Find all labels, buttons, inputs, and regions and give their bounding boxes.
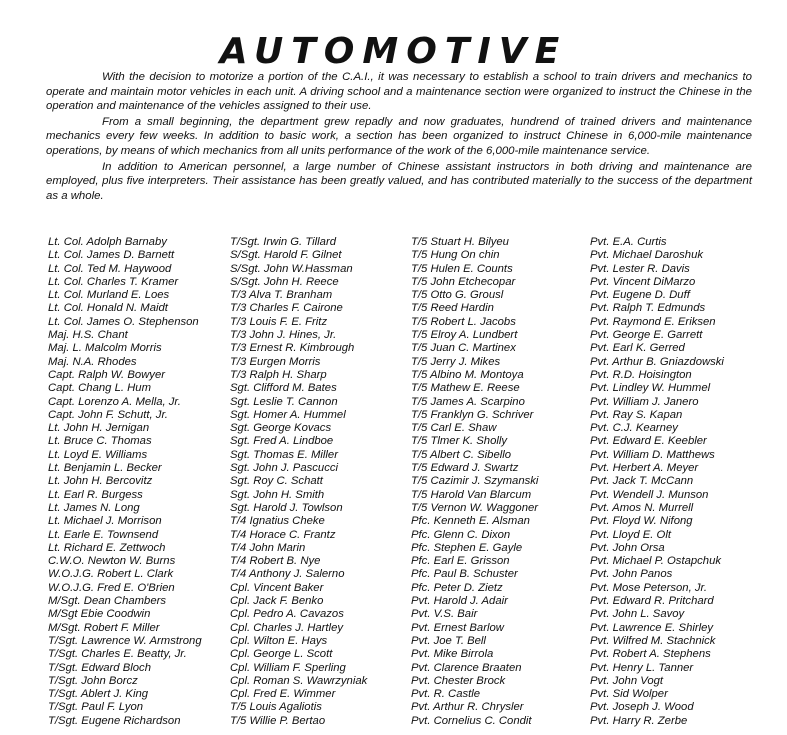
roster-entry: Pvt. Lester R. Davis [590, 262, 690, 275]
roster-entry: Pvt. Earl K. Gerred [590, 342, 685, 355]
roster-column [230, 236, 367, 728]
roster-entry: T/5 Cazimir J. Szymanski [411, 475, 539, 488]
roster-entry: T/5 Reed Hardin [411, 302, 494, 315]
roster-entry: T/5 Hung On chin [411, 249, 500, 262]
roster-entry: Pfc. Stephen E. Gayle [411, 541, 523, 554]
roster-entry: Pvt. Michael Daroshuk [590, 249, 704, 262]
roster-entry: Cpl. Charles J. Hartley [230, 621, 344, 634]
roster-entry: T/3 Charles F. Cairone [230, 302, 343, 315]
roster-entry: T/5 Willie P. Bertao [230, 714, 326, 727]
roster-entry: T/5 Robert L. Jacobs [411, 315, 516, 328]
roster-entry: T/Sgt. Charles E. Beatty, Jr. [48, 648, 187, 661]
roster-entry: Pvt. Lawrence E. Shirley [590, 621, 714, 634]
roster-entry: Lt. Michael J. Morrison [48, 515, 162, 528]
roster-entry: T/5 Jerry J. Mikes [411, 355, 501, 368]
roster-entry: Lt. Bruce C. Thomas [48, 435, 152, 448]
roster-entry: Pvt. Joe T. Bell [411, 634, 486, 647]
roster-entry: Pvt. Amos N. Murrell [590, 501, 694, 514]
roster-entry: Lt. John H. Bercovitz [48, 475, 153, 488]
roster-entry: Capt. Chang L. Hum [48, 382, 151, 395]
intro-text [46, 70, 752, 204]
roster-entry: Pvt. Ray S. Kapan [590, 408, 683, 421]
roster-entry: Sgt. Harold J. Towlson [230, 501, 343, 514]
roster-entry: Lt. James N. Long [48, 501, 140, 514]
roster-entry: Lt. Col. Murland E. Loes [48, 289, 170, 302]
roster-entry: Pvt. Harold J. Adair [411, 595, 508, 608]
roster-entry: T/Sgt. Edward Bloch [48, 661, 151, 674]
intro-paragraph: From a small beginning, the department grew repadly and now graduates, hundrend of trained drivers and maintenance mechanics every few weeks. In addition to basic work, a section has been organized to instruct Chinese in 6,000-mile maintenance operations, by means of which mechanics from all units performance of the work of the 6,000-mile maintenance service. [46, 115, 752, 157]
roster-entry: Capt. Lorenzo A. Mella, Jr. [48, 395, 181, 408]
roster-entry: Pvt. Ralph T. Edmunds [590, 302, 706, 315]
roster-entry: Lt. Col. Honald N. Maidt [48, 302, 168, 315]
personnel-roster [0, 236, 787, 731]
roster-entry: Pfc. Glenn C. Dixon [411, 528, 511, 541]
roster-entry: T/3 Alva T. Branham [230, 289, 333, 302]
roster-entry: Pvt. Lindley W. Hummel [590, 382, 711, 395]
roster-entry: Pvt. Wilfred M. Stachnick [590, 634, 716, 647]
roster-entry: Pvt. George E. Garrett [590, 329, 703, 342]
roster-entry: Pvt. Cornelius C. Condit [411, 714, 532, 727]
roster-entry: Pfc. Earl E. Grisson [411, 555, 510, 568]
roster-entry: Maj. L. Malcolm Morris [48, 342, 162, 355]
roster-entry: Pvt. Michael P. Ostapchuk [590, 555, 722, 568]
roster-entry: T/5 Elroy A. Lundbert [411, 329, 518, 342]
roster-entry: Pvt. Mike Birrola [411, 648, 494, 661]
roster-entry: T/Sgt. Eugene Richardson [48, 714, 181, 727]
roster-entry: Maj. N.A. Rhodes [48, 355, 137, 368]
roster-entry: Maj. H.S. Chant [48, 329, 128, 342]
roster-entry: Pvt. Arthur R. Chrysler [411, 701, 524, 714]
roster-entry: Sgt. Roy C. Schatt [230, 475, 323, 488]
roster-entry: Pvt. William D. Matthews [590, 448, 715, 461]
roster-entry: Lt. Col. Adolph Barnaby [48, 236, 167, 248]
roster-entry: T/5 Tlmer K. Sholly [411, 435, 508, 448]
roster-entry: Lt. Col. James O. Stephenson [48, 315, 199, 328]
roster-entry: Cpl. Wilton E. Hays [230, 634, 328, 647]
roster-entry: Pvt. Harry R. Zerbe [590, 714, 688, 727]
roster-entry: T/Sgt. Paul F. Lyon [48, 701, 144, 714]
roster-entry: M/Sgt. Dean Chambers [48, 595, 167, 608]
roster-entry: Sgt. Clifford M. Bates [230, 382, 337, 395]
roster-entry: Sgt. Thomas E. Miller [230, 448, 338, 461]
roster-entry: Pfc. Kenneth E. Alsman [411, 515, 530, 528]
roster-entry: W.O.J.G. Robert L. Clark [48, 568, 174, 581]
roster-entry: T/5 Albino M. Montoya [411, 368, 524, 381]
roster-entry: T/5 Harold Van Blarcum [411, 488, 532, 501]
roster-entry: Pvt. Jack T. McCann [590, 475, 694, 488]
roster-entry: Pvt. Henry L. Tanner [590, 661, 694, 674]
roster-entry: T/3 Ernest R. Kimbrough [230, 342, 355, 355]
intro-paragraph: In addition to American personnel, a large number of Chinese assistant instructors in both driving and maintenance are employed, plus five interpreters. Their assistance has been greatly valued, and has contributed materially to the success of the department as a whole. [46, 160, 752, 202]
roster-entry: T/5 Stuart H. Bilyeu [411, 236, 509, 248]
roster-column [48, 236, 202, 728]
roster-entry: Cpl. Vincent Baker [230, 581, 324, 594]
roster-entry: Lt. Richard E. Zettwoch [48, 541, 166, 554]
page-title: AUTOMOTIVE [219, 31, 568, 73]
roster-entry: Pvt. Chester Brock [411, 674, 506, 687]
roster-entry: Pvt. Ernest Barlow [411, 621, 504, 634]
roster-entry: Lt. Earl R. Burgess [48, 488, 143, 501]
roster-entry: Pvt. Raymond E. Eriksen [590, 315, 716, 328]
roster-entry: Cpl. Jack F. Benko [230, 595, 324, 608]
roster-entry: Capt. Ralph W. Bowyer [48, 368, 165, 381]
roster-entry: Pfc. Paul B. Schuster [411, 568, 518, 581]
roster-entry: Cpl. Fred E. Wimmer [230, 688, 336, 701]
roster-entry: Pvt. Wendell J. Munson [590, 488, 709, 501]
roster-entry: Cpl. George L. Scott [230, 648, 333, 661]
roster-entry: Lt. Benjamin L. Becker [48, 462, 162, 475]
roster-entry: Pvt. Joseph J. Wood [590, 701, 694, 714]
roster-entry: Sgt. Homer A. Hummel [230, 408, 346, 421]
roster-entry: Pvt. E.A. Curtis [590, 236, 667, 248]
roster-entry: Pvt. Eugene D. Duff [590, 289, 690, 302]
roster-entry: T/5 Mathew E. Reese [411, 382, 520, 395]
roster-entry: Pvt. Mose Peterson, Jr. [590, 581, 707, 594]
roster-entry: T/4 Ignatius Cheke [230, 515, 325, 528]
roster-entry: T/4 Robert B. Nye [230, 555, 321, 568]
roster-entry: T/5 Edward J. Swartz [411, 462, 519, 475]
roster-entry: T/5 Juan C. Martinex [411, 342, 516, 355]
roster-entry: T/3 Louis F. E. Fritz [230, 315, 328, 328]
roster-entry: Sgt. John J. Pascucci [230, 462, 338, 475]
roster-entry: T/Sgt. Lawrence W. Armstrong [48, 634, 202, 647]
roster-entry: T/5 Franklyn G. Schriver [411, 408, 534, 421]
roster-entry: Pvt. Edward R. Pritchard [590, 595, 714, 608]
roster-entry: Pvt. Sid Wolper [590, 688, 668, 701]
roster-entry: Lt. Col. James D. Barnett [48, 249, 175, 262]
roster-entry: S/Sgt. John H. Reece [230, 275, 339, 288]
roster-entry: Lt. Col. Ted M. Haywood [48, 262, 172, 275]
roster-entry: T/Sgt. Ablert J. King [48, 688, 149, 701]
roster-entry: Pvt. John Vogt [590, 674, 664, 687]
roster-entry: Sgt. Leslie T. Cannon [230, 395, 338, 408]
roster-entry: Pvt. R.D. Hoisington [590, 368, 692, 381]
roster-entry: Pvt. Robert A. Stephens [590, 648, 711, 661]
roster-entry: T/5 John Etchecopar [411, 275, 516, 288]
roster-entry: Pvt. R. Castle [411, 688, 481, 701]
roster-entry: T/5 Louis Agaliotis [230, 701, 322, 714]
roster-entry: T/5 Otto G. Grousl [411, 289, 504, 302]
roster-entry: T/Sgt. John Borcz [48, 674, 138, 687]
roster-entry: S/Sgt. John W.Hassman [230, 262, 353, 275]
roster-entry: W.O.J.G. Fred E. O'Brien [48, 581, 175, 594]
roster-entry: Cpl. Pedro A. Cavazos [230, 608, 344, 621]
roster-entry: T/5 Albert C. Sibello [411, 448, 512, 461]
intro-paragraph: With the decision to motorize a portion of the C.A.I., it was necessary to establish a school to train drivers and mechanics to operate and maintain motor vehicles in each unit. A driving school and a maintenance section were organized to instruct the Chinese in the operation and maintenance of the vehicles assigned to their use. [46, 71, 752, 113]
roster-entry: Pvt. Floyd W. Nifong [590, 515, 693, 528]
roster-entry: Pvt. John Orsa [590, 541, 665, 554]
roster-entry: T/4 Anthony J. Salerno [230, 568, 345, 581]
roster-entry: Pvt. Arthur B. Gniazdowski [590, 355, 724, 368]
roster-entry: Pvt. John Panos [590, 568, 673, 581]
roster-entry: Lt. Loyd E. Williams [48, 448, 148, 461]
roster-entry: M/Sgt Ebie Coodwin [48, 608, 151, 621]
roster-entry: Cpl. William F. Sperling [230, 661, 346, 674]
roster-entry: Pvt. C.J. Kearney [590, 422, 678, 435]
roster-entry: Lt. Col. Charles T. Kramer [48, 275, 179, 288]
roster-entry: Pvt. John L. Savoy [590, 608, 685, 621]
roster-entry: Pvt. V.S. Bair [411, 608, 478, 621]
roster-entry: T/5 Carl E. Shaw [411, 422, 497, 435]
roster-column [590, 236, 724, 728]
roster-entry: Capt. John F. Schutt, Jr. [48, 408, 168, 421]
roster-entry: Pvt. William J. Janero [590, 395, 699, 408]
roster-entry: T/5 Vernon W. Waggoner [411, 501, 539, 514]
roster-entry: Pvt. Vincent DiMarzo [590, 275, 696, 288]
roster-entry: S/Sgt. Harold F. Gilnet [230, 249, 342, 262]
roster-entry: Sgt. John H. Smith [230, 488, 325, 501]
roster-column [411, 236, 538, 728]
roster-entry: T/5 Hulen E. Counts [411, 262, 513, 275]
roster-entry: Pvt. Herbert A. Meyer [590, 462, 699, 475]
roster-entry: Cpl. Roman S. Wawrzyniak [230, 674, 368, 687]
roster-entry: T/Sgt. Irwin G. Tillard [230, 236, 336, 248]
roster-entry: T/4 John Marin [230, 541, 306, 554]
roster-entry: Lt. Earle E. Townsend [48, 528, 159, 541]
roster-entry: Pvt. Edward E. Keebler [590, 435, 707, 448]
roster-entry: T/4 Horace C. Frantz [230, 528, 336, 541]
roster-entry: Pvt. Clarence Braaten [411, 661, 522, 674]
roster-entry: Pfc. Peter D. Zietz [411, 581, 503, 594]
roster-entry: Sgt. Fred A. Lindboe [230, 435, 334, 448]
roster-entry: T/3 Eurgen Morris [230, 355, 321, 368]
roster-entry: Sgt. George Kovacs [230, 422, 332, 435]
roster-entry: T/5 James A. Scarpino [411, 395, 525, 408]
roster-entry: T/3 Ralph H. Sharp [230, 368, 327, 381]
roster-entry: T/3 John J. Hines, Jr. [230, 329, 337, 342]
roster-entry: Pvt. Lloyd E. Olt [590, 528, 671, 541]
roster-entry: C.W.O. Newton W. Burns [48, 555, 176, 568]
roster-entry: Lt. John H. Jernigan [48, 422, 150, 435]
roster-entry: M/Sgt. Robert F. Miller [48, 621, 160, 634]
